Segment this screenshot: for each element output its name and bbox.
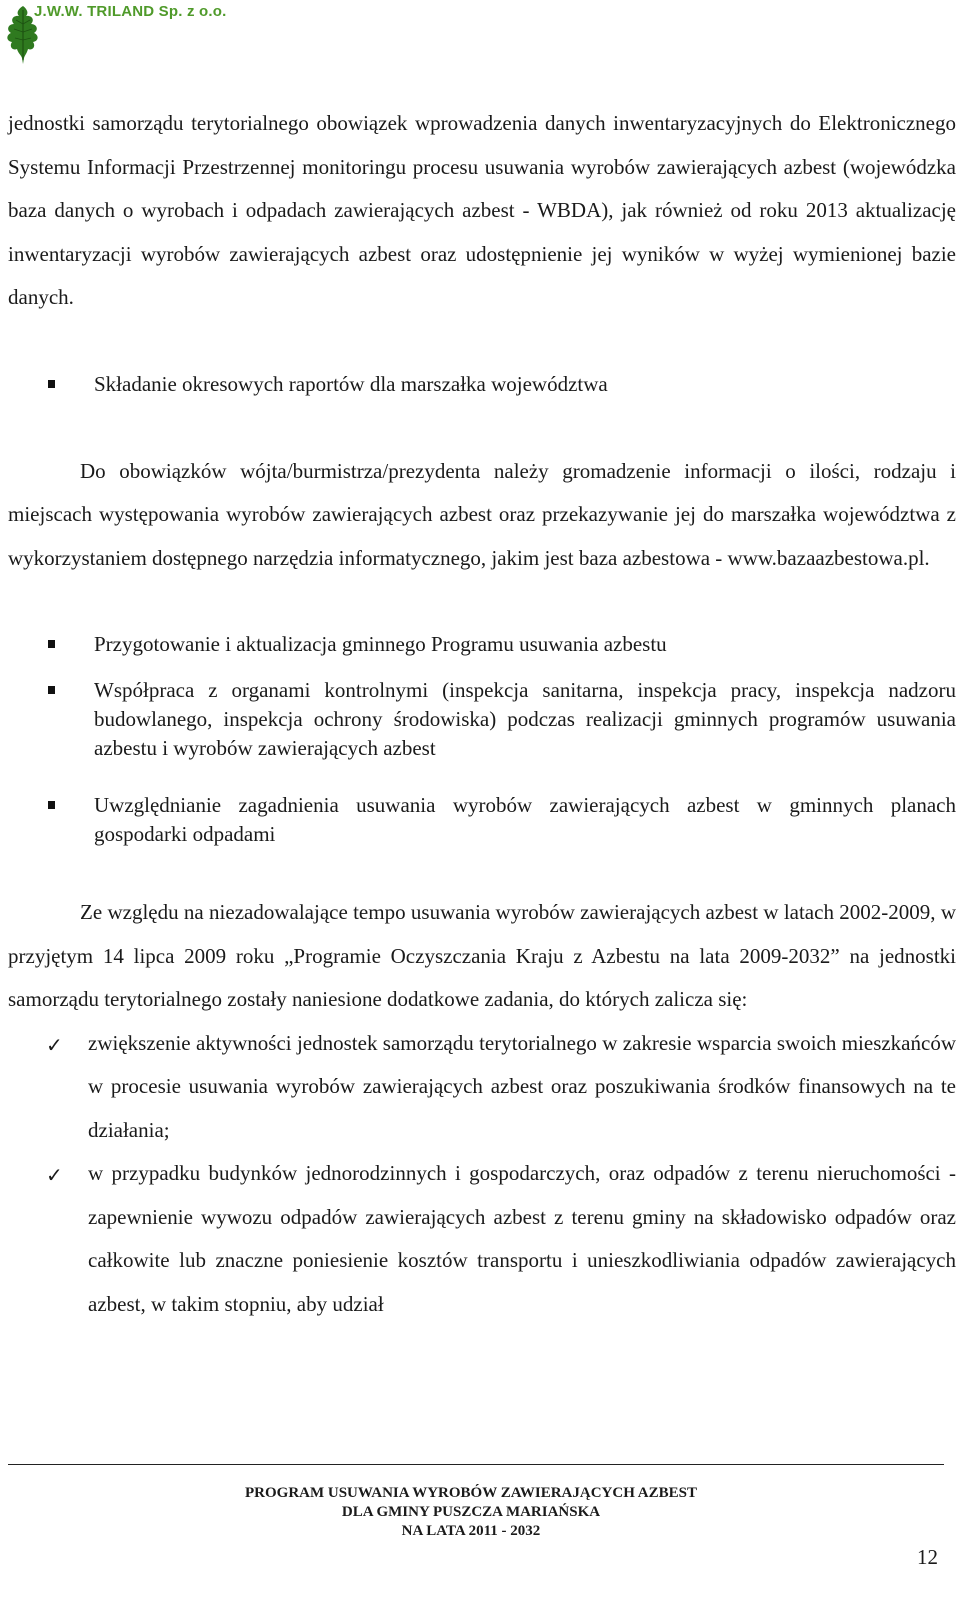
- paragraph-intro: jednostki samorządu terytorialnego obowiązek wprowadzenia danych inwentaryzacyjnych do Elektronicznego Systemu Informacji Przestrzennej monitoringu procesu usuwania wyrobów zawierających azbest (wojewódzka baza danych o wyrobach i odpadach zawierających azbest - WBDA), jak również od roku 2013 aktualizację inwentaryzacji wyrobów zawierających azbest oraz udostępnienie jej wyników w wyżej wymienionej bazie danych.: [8, 111, 956, 309]
- bullet-text: Składanie okresowych raportów dla marszałka województwa: [94, 371, 608, 396]
- square-bullet-icon: [48, 380, 55, 388]
- square-bullet-icon: [48, 801, 55, 809]
- bullet-text: Przygotowanie i aktualizacja gminnego Programu usuwania azbestu: [94, 632, 667, 656]
- bullet-text: Współpraca z organami kontrolnymi (inspekcja sanitarna, inspekcja pracy, inspekcja nadzoru budowlanego, inspekcja ochrony środowiska) podczas realizacji gminnych programów usuwania azbestu i wyrobów zawierających azbest: [94, 678, 956, 760]
- bullet-item-cooperation: [8, 676, 956, 763]
- page-header: [0, 0, 960, 70]
- square-bullet-icon: [48, 640, 55, 648]
- bullet-text: Uwzględnianie zagadnienia usuwania wyrobów zawierających azbest w gminnych planach gospodarki odpadami: [94, 793, 956, 846]
- bullet-item-reports: [8, 370, 956, 399]
- paragraph-additional-tasks: Ze względu na niezadowalające tempo usuwania wyrobów zawierających azbest w latach 2002-2009, w przyjętym 14 lipca 2009 roku „Programie Oczyszczania Kraju z Azbestu na lata 2009-2032” na jednostki samorządu terytorialnego zostały naniesione dodatkowe zadania, do których zalicza się:: [8, 900, 956, 1011]
- check-text: w przypadku budynków jednorodzinnych i gospodarczych, oraz odpadów z terenu nieruchomości - zapewnienie wywozu odpadów zawierających azbest z terenu gminy na składowisko odpadów oraz całkowite lub znaczne poniesienie kosztów transportu i unieszkodliwiania odpadów zawierających azbest, w takim stopniu, aby udział: [88, 1161, 956, 1316]
- company-name: J.W.W. TRILAND Sp. z o.o.: [34, 3, 227, 20]
- footer-line-2: DLA GMINY PUSZCZA MARIAŃSKA: [341, 1504, 601, 1520]
- paragraph-obligations: Do obowiązków wójta/burmistrza/prezydenta należy gromadzenie informacji o ilości, rodzaju i miejscach występowania wyrobów zawierających azbest oraz przekazywanie jej do marszałka województwa z wykorzystaniem dostępnego narzędzia informatycznego, jakim jest baza azbestowa - www.bazaazbestowa.pl.: [8, 458, 956, 570]
- bullet-item-program: [8, 630, 956, 659]
- check-text: zwiększenie aktywności jednostek samorządu terytorialnego w zakresie wsparcia swoich mieszkańców w procesie usuwania wyrobów zawierających azbest oraz poszukiwania środków finansowych na te działania;: [88, 1030, 956, 1142]
- footer-line-3: NA LATA 2011 - 2032: [401, 1523, 541, 1539]
- footer-divider: [8, 1464, 944, 1465]
- page-footer: [0, 1484, 942, 1541]
- checkmark-icon: ✓: [46, 1163, 63, 1187]
- footer-line-1: PROGRAM USUWANIA WYROBÓW ZAWIERAJĄCYCH AZBEST: [244, 1485, 697, 1501]
- check-item-activity: [8, 1022, 956, 1153]
- page-number: 12: [917, 1545, 938, 1569]
- check-item-disposal: [8, 1152, 956, 1326]
- square-bullet-icon: [48, 686, 55, 694]
- checkmark-icon: ✓: [46, 1032, 63, 1057]
- document-body: [8, 102, 956, 1326]
- bullet-item-waste-plans: [8, 791, 956, 849]
